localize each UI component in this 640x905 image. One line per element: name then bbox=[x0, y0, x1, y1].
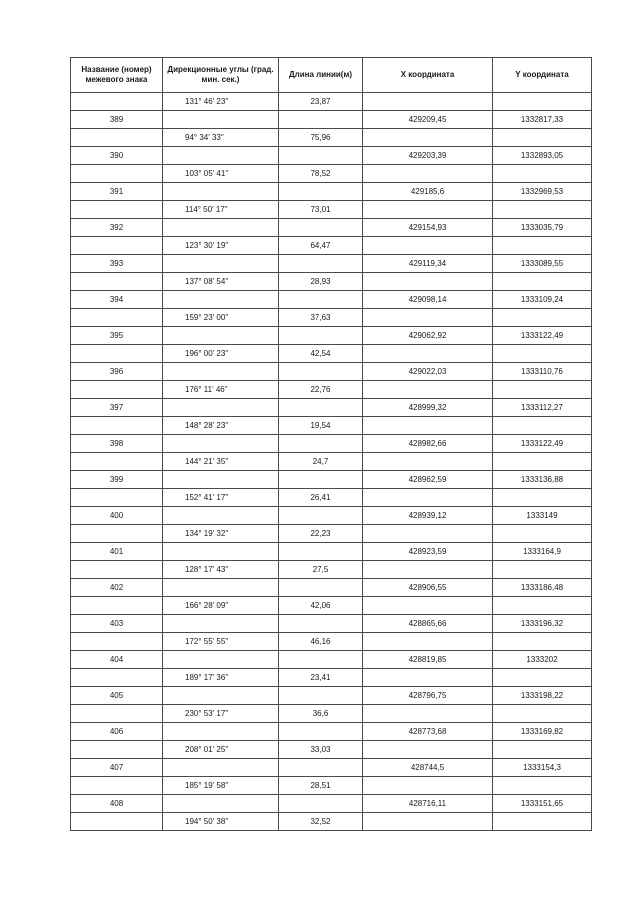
line-length-cell bbox=[279, 219, 363, 237]
table-row bbox=[71, 129, 592, 147]
y-coordinate-cell bbox=[493, 273, 592, 291]
table-row bbox=[71, 813, 592, 831]
table-row bbox=[71, 273, 592, 291]
direction-angle-cell: 148° 28' 23" bbox=[163, 417, 279, 435]
y-coordinate-cell: 1333089,55 bbox=[493, 255, 592, 273]
marker-name-cell bbox=[71, 129, 163, 147]
y-coordinate-cell bbox=[493, 489, 592, 507]
marker-name-cell: 397 bbox=[71, 399, 163, 417]
x-coordinate-cell: 428906,55 bbox=[363, 579, 493, 597]
y-coordinate-cell: 1333154,3 bbox=[493, 759, 592, 777]
marker-name-cell bbox=[71, 453, 163, 471]
direction-angle-cell bbox=[163, 615, 279, 633]
x-coordinate-cell bbox=[363, 165, 493, 183]
x-coordinate-cell: 429022,03 bbox=[363, 363, 493, 381]
marker-name-cell: 391 bbox=[71, 183, 163, 201]
table-row bbox=[71, 201, 592, 219]
direction-angle-cell: 137° 08' 54" bbox=[163, 273, 279, 291]
line-length-cell: 22,23 bbox=[279, 525, 363, 543]
y-coordinate-cell bbox=[493, 705, 592, 723]
x-coordinate-cell: 428716,11 bbox=[363, 795, 493, 813]
direction-angle-cell: 134° 19' 32" bbox=[163, 525, 279, 543]
y-coordinate-cell bbox=[493, 417, 592, 435]
table-row bbox=[71, 435, 592, 453]
line-length-cell: 73,01 bbox=[279, 201, 363, 219]
marker-name-cell bbox=[71, 201, 163, 219]
line-length-cell: 46,16 bbox=[279, 633, 363, 651]
marker-name-cell bbox=[71, 93, 163, 111]
line-length-cell: 28,51 bbox=[279, 777, 363, 795]
line-length-cell bbox=[279, 579, 363, 597]
y-coordinate-cell bbox=[493, 741, 592, 759]
direction-angle-cell bbox=[163, 795, 279, 813]
line-length-cell: 36,6 bbox=[279, 705, 363, 723]
table-row bbox=[71, 417, 592, 435]
table-row bbox=[71, 381, 592, 399]
marker-name-cell: 407 bbox=[71, 759, 163, 777]
line-length-cell: 28,93 bbox=[279, 273, 363, 291]
marker-name-cell bbox=[71, 705, 163, 723]
table-row bbox=[71, 111, 592, 129]
x-coordinate-cell bbox=[363, 741, 493, 759]
table-row bbox=[71, 147, 592, 165]
direction-angle-cell bbox=[163, 687, 279, 705]
y-coordinate-cell: 1333122,49 bbox=[493, 327, 592, 345]
x-coordinate-cell: 429119,34 bbox=[363, 255, 493, 273]
table-row bbox=[71, 507, 592, 525]
header-row bbox=[71, 58, 592, 93]
marker-name-cell: 394 bbox=[71, 291, 163, 309]
x-coordinate-cell: 429209,45 bbox=[363, 111, 493, 129]
marker-name-cell: 395 bbox=[71, 327, 163, 345]
line-length-cell bbox=[279, 255, 363, 273]
table-row bbox=[71, 309, 592, 327]
line-length-cell: 27,5 bbox=[279, 561, 363, 579]
x-coordinate-cell bbox=[363, 453, 493, 471]
table-row bbox=[71, 345, 592, 363]
y-coordinate-cell bbox=[493, 777, 592, 795]
y-coordinate-cell bbox=[493, 201, 592, 219]
direction-angle-cell bbox=[163, 219, 279, 237]
direction-angle-cell: 166° 28' 09" bbox=[163, 597, 279, 615]
header-direction-angle: Дирекционные углы (град. мин. сек.) bbox=[163, 58, 279, 93]
table-row bbox=[71, 777, 592, 795]
x-coordinate-cell: 428962,59 bbox=[363, 471, 493, 489]
line-length-cell bbox=[279, 111, 363, 129]
table-row bbox=[71, 219, 592, 237]
table-row bbox=[71, 291, 592, 309]
direction-angle-cell bbox=[163, 255, 279, 273]
y-coordinate-cell: 1333035,79 bbox=[493, 219, 592, 237]
table-row bbox=[71, 399, 592, 417]
line-length-cell bbox=[279, 723, 363, 741]
y-coordinate-cell bbox=[493, 129, 592, 147]
table-row bbox=[71, 183, 592, 201]
direction-angle-cell bbox=[163, 183, 279, 201]
line-length-cell: 78,52 bbox=[279, 165, 363, 183]
x-coordinate-cell bbox=[363, 705, 493, 723]
direction-angle-cell bbox=[163, 147, 279, 165]
y-coordinate-cell: 1333151,65 bbox=[493, 795, 592, 813]
line-length-cell bbox=[279, 615, 363, 633]
marker-name-cell bbox=[71, 777, 163, 795]
header-line-length: Длина линии(м) bbox=[279, 58, 363, 93]
x-coordinate-cell bbox=[363, 93, 493, 111]
direction-angle-cell: 103° 05' 41" bbox=[163, 165, 279, 183]
y-coordinate-cell bbox=[493, 633, 592, 651]
direction-angle-cell bbox=[163, 543, 279, 561]
y-coordinate-cell bbox=[493, 165, 592, 183]
y-coordinate-cell bbox=[493, 669, 592, 687]
line-length-cell: 23,41 bbox=[279, 669, 363, 687]
x-coordinate-cell bbox=[363, 597, 493, 615]
direction-angle-cell bbox=[163, 471, 279, 489]
direction-angle-cell: 230° 53' 17" bbox=[163, 705, 279, 723]
line-length-cell bbox=[279, 183, 363, 201]
marker-name-cell: 408 bbox=[71, 795, 163, 813]
marker-name-cell bbox=[71, 813, 163, 831]
x-coordinate-cell: 429062,92 bbox=[363, 327, 493, 345]
line-length-cell bbox=[279, 759, 363, 777]
marker-name-cell bbox=[71, 561, 163, 579]
marker-name-cell bbox=[71, 237, 163, 255]
marker-name-cell: 402 bbox=[71, 579, 163, 597]
marker-name-cell bbox=[71, 273, 163, 291]
line-length-cell bbox=[279, 399, 363, 417]
y-coordinate-cell bbox=[493, 93, 592, 111]
y-coordinate-cell: 1333198,22 bbox=[493, 687, 592, 705]
marker-name-cell: 399 bbox=[71, 471, 163, 489]
y-coordinate-cell bbox=[493, 345, 592, 363]
x-coordinate-cell: 429185,6 bbox=[363, 183, 493, 201]
direction-angle-cell bbox=[163, 327, 279, 345]
direction-angle-cell bbox=[163, 291, 279, 309]
table-row bbox=[71, 237, 592, 255]
table-row bbox=[71, 471, 592, 489]
direction-angle-cell: 194° 50' 38" bbox=[163, 813, 279, 831]
x-coordinate-cell bbox=[363, 525, 493, 543]
line-length-cell: 33,03 bbox=[279, 741, 363, 759]
marker-name-cell bbox=[71, 741, 163, 759]
x-coordinate-cell: 428796,75 bbox=[363, 687, 493, 705]
direction-angle-cell: 189° 17' 36" bbox=[163, 669, 279, 687]
y-coordinate-cell bbox=[493, 561, 592, 579]
marker-name-cell bbox=[71, 597, 163, 615]
line-length-cell: 32,52 bbox=[279, 813, 363, 831]
line-length-cell bbox=[279, 651, 363, 669]
line-length-cell: 42,54 bbox=[279, 345, 363, 363]
line-length-cell bbox=[279, 435, 363, 453]
x-coordinate-cell: 428773,68 bbox=[363, 723, 493, 741]
table-row bbox=[71, 687, 592, 705]
direction-angle-cell bbox=[163, 651, 279, 669]
x-coordinate-cell bbox=[363, 201, 493, 219]
direction-angle-cell: 176° 11' 46" bbox=[163, 381, 279, 399]
header-x-coordinate: X координата bbox=[363, 58, 493, 93]
direction-angle-cell: 172° 55' 55" bbox=[163, 633, 279, 651]
table-row bbox=[71, 741, 592, 759]
marker-name-cell bbox=[71, 345, 163, 363]
marker-name-cell bbox=[71, 309, 163, 327]
table-row bbox=[71, 633, 592, 651]
line-length-cell bbox=[279, 471, 363, 489]
x-coordinate-cell bbox=[363, 273, 493, 291]
x-coordinate-cell bbox=[363, 489, 493, 507]
direction-angle-cell: 128° 17' 43" bbox=[163, 561, 279, 579]
marker-name-cell: 405 bbox=[71, 687, 163, 705]
line-length-cell: 64,47 bbox=[279, 237, 363, 255]
marker-name-cell bbox=[71, 489, 163, 507]
x-coordinate-cell bbox=[363, 633, 493, 651]
y-coordinate-cell bbox=[493, 381, 592, 399]
line-length-cell bbox=[279, 327, 363, 345]
y-coordinate-cell: 1333110,76 bbox=[493, 363, 592, 381]
x-coordinate-cell: 428939,12 bbox=[363, 507, 493, 525]
x-coordinate-cell bbox=[363, 381, 493, 399]
header-y-coordinate: Y координата bbox=[493, 58, 592, 93]
y-coordinate-cell: 1332893,05 bbox=[493, 147, 592, 165]
y-coordinate-cell: 1333109,24 bbox=[493, 291, 592, 309]
marker-name-cell: 404 bbox=[71, 651, 163, 669]
x-coordinate-cell: 429154,93 bbox=[363, 219, 493, 237]
direction-angle-cell: 123° 30' 19" bbox=[163, 237, 279, 255]
table-row bbox=[71, 543, 592, 561]
line-length-cell bbox=[279, 543, 363, 561]
table-row bbox=[71, 327, 592, 345]
direction-angle-cell bbox=[163, 111, 279, 129]
y-coordinate-cell: 1332817,33 bbox=[493, 111, 592, 129]
direction-angle-cell bbox=[163, 507, 279, 525]
direction-angle-cell bbox=[163, 399, 279, 417]
y-coordinate-cell: 1333136,88 bbox=[493, 471, 592, 489]
marker-name-cell bbox=[71, 525, 163, 543]
table-row bbox=[71, 489, 592, 507]
line-length-cell bbox=[279, 291, 363, 309]
x-coordinate-cell bbox=[363, 417, 493, 435]
line-length-cell: 23,87 bbox=[279, 93, 363, 111]
x-coordinate-cell: 429098,14 bbox=[363, 291, 493, 309]
boundary-coordinates-table bbox=[70, 57, 592, 831]
direction-angle-cell: 152° 41' 17" bbox=[163, 489, 279, 507]
table-row bbox=[71, 525, 592, 543]
table-body bbox=[71, 93, 592, 831]
table-row bbox=[71, 615, 592, 633]
direction-angle-cell: 185° 19' 58" bbox=[163, 777, 279, 795]
table-row bbox=[71, 597, 592, 615]
marker-name-cell: 389 bbox=[71, 111, 163, 129]
direction-angle-cell bbox=[163, 363, 279, 381]
marker-name-cell: 406 bbox=[71, 723, 163, 741]
x-coordinate-cell: 428865,66 bbox=[363, 615, 493, 633]
table-row bbox=[71, 669, 592, 687]
marker-name-cell: 398 bbox=[71, 435, 163, 453]
y-coordinate-cell bbox=[493, 237, 592, 255]
line-length-cell: 37,63 bbox=[279, 309, 363, 327]
table-row bbox=[71, 759, 592, 777]
line-length-cell: 19,54 bbox=[279, 417, 363, 435]
marker-name-cell bbox=[71, 417, 163, 435]
x-coordinate-cell bbox=[363, 561, 493, 579]
y-coordinate-cell: 1332969,53 bbox=[493, 183, 592, 201]
y-coordinate-cell bbox=[493, 813, 592, 831]
y-coordinate-cell bbox=[493, 525, 592, 543]
line-length-cell bbox=[279, 147, 363, 165]
marker-name-cell: 403 bbox=[71, 615, 163, 633]
direction-angle-cell bbox=[163, 723, 279, 741]
marker-name-cell bbox=[71, 633, 163, 651]
header-marker-name: Название (номер) межевого знака bbox=[71, 58, 163, 93]
marker-name-cell bbox=[71, 669, 163, 687]
direction-angle-cell: 196° 00' 23" bbox=[163, 345, 279, 363]
table-header bbox=[71, 58, 592, 93]
x-coordinate-cell: 429203,39 bbox=[363, 147, 493, 165]
x-coordinate-cell bbox=[363, 129, 493, 147]
y-coordinate-cell bbox=[493, 309, 592, 327]
direction-angle-cell: 159° 23' 00" bbox=[163, 309, 279, 327]
table-row bbox=[71, 561, 592, 579]
table-row bbox=[71, 255, 592, 273]
x-coordinate-cell: 428923,59 bbox=[363, 543, 493, 561]
y-coordinate-cell bbox=[493, 597, 592, 615]
table-row bbox=[71, 579, 592, 597]
y-coordinate-cell: 1333122,49 bbox=[493, 435, 592, 453]
x-coordinate-cell: 428982,66 bbox=[363, 435, 493, 453]
direction-angle-cell bbox=[163, 759, 279, 777]
x-coordinate-cell bbox=[363, 309, 493, 327]
marker-name-cell bbox=[71, 381, 163, 399]
table-row bbox=[71, 795, 592, 813]
table-row bbox=[71, 93, 592, 111]
line-length-cell bbox=[279, 795, 363, 813]
y-coordinate-cell: 1333112,27 bbox=[493, 399, 592, 417]
marker-name-cell: 396 bbox=[71, 363, 163, 381]
direction-angle-cell: 208° 01' 25" bbox=[163, 741, 279, 759]
table-row bbox=[71, 723, 592, 741]
x-coordinate-cell: 428819,85 bbox=[363, 651, 493, 669]
table-row bbox=[71, 363, 592, 381]
marker-name-cell: 392 bbox=[71, 219, 163, 237]
line-length-cell bbox=[279, 507, 363, 525]
y-coordinate-cell: 1333149 bbox=[493, 507, 592, 525]
y-coordinate-cell: 1333169,82 bbox=[493, 723, 592, 741]
x-coordinate-cell: 428999,32 bbox=[363, 399, 493, 417]
x-coordinate-cell bbox=[363, 813, 493, 831]
line-length-cell bbox=[279, 363, 363, 381]
direction-angle-cell bbox=[163, 579, 279, 597]
table-row bbox=[71, 165, 592, 183]
x-coordinate-cell bbox=[363, 345, 493, 363]
line-length-cell bbox=[279, 687, 363, 705]
direction-angle-cell bbox=[163, 435, 279, 453]
line-length-cell: 75,96 bbox=[279, 129, 363, 147]
marker-name-cell bbox=[71, 165, 163, 183]
direction-angle-cell: 144° 21' 35" bbox=[163, 453, 279, 471]
x-coordinate-cell bbox=[363, 777, 493, 795]
line-length-cell: 26,41 bbox=[279, 489, 363, 507]
line-length-cell: 24,7 bbox=[279, 453, 363, 471]
x-coordinate-cell bbox=[363, 237, 493, 255]
direction-angle-cell: 114° 50' 17" bbox=[163, 201, 279, 219]
y-coordinate-cell: 1333202 bbox=[493, 651, 592, 669]
line-length-cell: 22,76 bbox=[279, 381, 363, 399]
y-coordinate-cell: 1333196,32 bbox=[493, 615, 592, 633]
table-row bbox=[71, 705, 592, 723]
y-coordinate-cell: 1333186,48 bbox=[493, 579, 592, 597]
line-length-cell: 42,06 bbox=[279, 597, 363, 615]
marker-name-cell: 400 bbox=[71, 507, 163, 525]
x-coordinate-cell: 428744,5 bbox=[363, 759, 493, 777]
x-coordinate-cell bbox=[363, 669, 493, 687]
marker-name-cell: 390 bbox=[71, 147, 163, 165]
y-coordinate-cell bbox=[493, 453, 592, 471]
table-row bbox=[71, 651, 592, 669]
marker-name-cell: 393 bbox=[71, 255, 163, 273]
table-row bbox=[71, 453, 592, 471]
direction-angle-cell: 131° 46' 23" bbox=[163, 93, 279, 111]
y-coordinate-cell: 1333164,9 bbox=[493, 543, 592, 561]
marker-name-cell: 401 bbox=[71, 543, 163, 561]
direction-angle-cell: 94° 34' 33" bbox=[163, 129, 279, 147]
